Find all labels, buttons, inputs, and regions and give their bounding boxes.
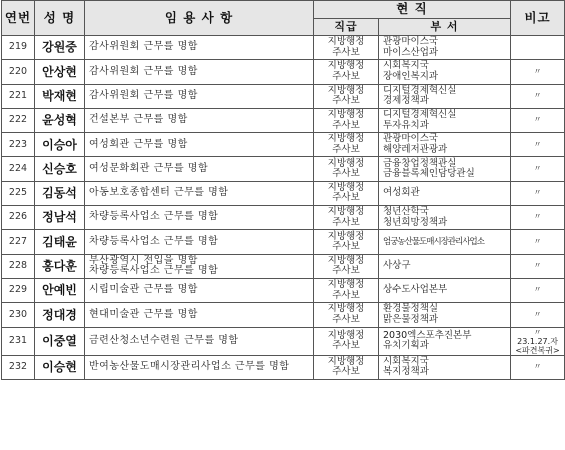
table-row [2,303,565,327]
row-number: 231 [2,327,35,355]
employee-name: 안상현 [35,60,85,84]
table-row [2,355,565,379]
note-cell [511,230,565,254]
appointment-cell [85,206,314,230]
note-cell [511,84,565,108]
dept-line: 청년산학국 [383,206,429,218]
note-cell [511,254,565,278]
dept-line: 상수도사업본부 [383,284,448,296]
employee-name: 안예빈 [35,278,85,302]
department-cell [379,303,511,327]
rank-line: 주사보 [332,265,360,277]
header-name: 성 명 [35,1,85,36]
appointment-cell [85,230,314,254]
row-number: 219 [2,36,35,60]
note-line: 〃 [533,66,542,76]
appointment-cell [85,60,314,84]
dept-line: 2030엑스포추진본부 [383,329,472,341]
rank-line: 주사보 [332,192,360,204]
note-cell [511,355,565,379]
employee-name: 이중열 [35,327,85,355]
appointment-cell [85,108,314,132]
note-line: 〃 [533,361,542,371]
appointment-line: 감사위원회 근무를 명함 [89,65,198,77]
row-number: 221 [2,84,35,108]
employee-name: 김태윤 [35,230,85,254]
appointment-line: 차량등록사업소 근무를 명함 [89,265,219,277]
header-appointment: 임 용 사 항 [85,1,314,36]
dept-line: 금융블록체인담당관실 [383,168,475,180]
department-cell [379,327,511,355]
row-number: 227 [2,230,35,254]
dept-line: 복지정책과 [383,366,429,378]
table-body [2,36,565,380]
note-line: 〃 [533,309,542,319]
appointment-line: 여성문화회관 근무를 명함 [89,162,209,174]
rank-cell [314,278,379,302]
dept-line: 투자유치과 [383,119,429,131]
dept-line: 마이스산업과 [383,46,439,58]
note-line: 〃 [533,163,542,173]
rank-line: 지방행정 [327,36,365,48]
rank-line: 주사보 [332,46,360,58]
row-number: 230 [2,303,35,327]
dept-line: 디지털경제혁신실 [383,84,457,96]
department-cell [379,278,511,302]
rank-line: 지방행정 [327,133,365,145]
table-row [2,108,565,132]
employee-name: 이승현 [35,355,85,379]
appointment-line: 감사위원회 근무를 명함 [89,41,198,53]
dept-line: 해양레저관광과 [383,143,448,155]
employee-name: 이승아 [35,133,85,157]
note-line: 〃 [533,327,542,337]
department-cell [379,108,511,132]
appointment-cell [85,157,314,181]
dept-line: 맑은물정책과 [383,313,439,325]
rank-line: 주사보 [332,119,360,131]
employee-name: 강원중 [35,36,85,60]
dept-line: 환경물정책실 [383,303,439,315]
header-dept: 부 서 [379,19,511,36]
dept-line: 여성회관 [383,187,420,199]
dept-line: 경제정책과 [383,95,429,107]
rank-line: 지방행정 [327,254,365,266]
dept-line: 관광마이스국 [383,133,439,145]
appointment-line: 감사위원회 근무를 명함 [89,89,198,101]
department-cell [379,84,511,108]
appointment-cell [85,181,314,205]
table-row [2,230,565,254]
appointment-line: 부산광역시 전입을 명함 [89,254,198,266]
rank-line: 주사보 [332,143,360,155]
table-row [2,36,565,60]
dept-line: 유치기획과 [383,340,429,352]
dept-line: 관광마이스국 [383,36,439,48]
rank-line: 지방행정 [327,329,365,341]
employee-name: 김동석 [35,181,85,205]
department-cell [379,206,511,230]
rank-line: 지방행정 [327,355,365,367]
note-line: 〃 [533,285,542,295]
appointment-cell [85,355,314,379]
note-line: 23.1.27.자 [517,336,558,346]
rank-cell [314,355,379,379]
note-line: 〃 [533,139,542,149]
employee-name: 정남석 [35,206,85,230]
appointment-table [1,0,565,380]
rank-line: 지방행정 [327,181,365,193]
department-cell [379,355,511,379]
employee-name: 홍다훈 [35,254,85,278]
appointment-line: 아동보호종합센터 근무를 명함 [89,187,229,199]
dept-line: 사상구 [383,260,411,272]
rank-line: 지방행정 [327,109,365,121]
row-number: 225 [2,181,35,205]
header-note: 비고 [511,1,565,36]
row-number: 226 [2,206,35,230]
appointment-line: 반여농산물도매시장관리사업소 근무를 명함 [89,360,290,372]
department-cell [379,60,511,84]
appointment-line: 금련산청소년수련원 근무를 명함 [89,334,239,346]
rank-line: 지방행정 [327,60,365,72]
dept-line: 시회복지국 [383,60,429,72]
rank-line: 주사보 [332,168,360,180]
rank-line: 주사보 [332,366,360,378]
department-cell [379,36,511,60]
rank-line: 지방행정 [327,157,365,169]
table-row [2,60,565,84]
appointment-cell [85,327,314,355]
rank-line: 주사보 [332,313,360,325]
employee-name: 정대경 [35,303,85,327]
row-number: 232 [2,355,35,379]
appointment-line: 시립미술관 근무를 명함 [89,284,198,296]
dept-line: 장애인복지과 [383,70,439,82]
dept-line: 청년희망정책과 [383,216,448,228]
header-current: 현 직 [314,1,511,19]
rank-cell [314,230,379,254]
note-cell [511,303,565,327]
appointment-line: 차량등록사업소 근무를 명함 [89,235,219,247]
rank-cell [314,157,379,181]
rank-cell [314,133,379,157]
table-row [2,84,565,108]
note-cell [511,157,565,181]
note-cell [511,278,565,302]
appointment-cell [85,84,314,108]
rank-cell [314,254,379,278]
dept-line: 금융창업정책관실 [383,157,457,169]
appointment-cell [85,278,314,302]
note-cell [511,108,565,132]
rank-line: 지방행정 [327,230,365,242]
appointment-cell [85,303,314,327]
dept-line: 시회복지국 [383,355,429,367]
header-rank: 직급 [314,19,379,36]
dept-line: 디지털경제혁신실 [383,109,457,121]
note-cell [511,133,565,157]
rank-cell [314,84,379,108]
appointment-line: 건설본부 근무를 명함 [89,114,188,126]
row-number: 224 [2,157,35,181]
rank-cell [314,303,379,327]
appointment-line: 현대미술관 근무를 명함 [89,308,198,320]
appointment-line: 차량등록사업소 근무를 명함 [89,211,219,223]
table-row [2,278,565,302]
rank-line: 지방행정 [327,206,365,218]
note-cell [511,60,565,84]
appointment-cell [85,254,314,278]
rank-line: 지방행정 [327,279,365,291]
row-number: 222 [2,108,35,132]
row-number: 220 [2,60,35,84]
note-line: 〃 [533,90,542,100]
employee-name: 윤성혁 [35,108,85,132]
rank-cell [314,60,379,84]
rank-line: 주사보 [332,289,360,301]
department-cell [379,230,511,254]
appointment-cell [85,133,314,157]
rank-cell [314,108,379,132]
note-line: 〃 [533,236,542,246]
table-row [2,254,565,278]
table-row [2,181,565,205]
department-cell [379,254,511,278]
rank-cell [314,206,379,230]
rank-cell [314,181,379,205]
dept-line: 엄궁농산물도매시장관리사업소 [383,236,484,247]
employee-name: 신승호 [35,157,85,181]
rank-line: 지방행정 [327,303,365,315]
note-line: <파견복귀> [515,345,560,355]
note-cell [511,36,565,60]
rank-line: 주사보 [332,216,360,228]
rank-line: 지방행정 [327,84,365,96]
table-row [2,133,565,157]
rank-line: 주사보 [332,241,360,253]
rank-line: 주사보 [332,340,360,352]
header-no: 연번 [2,1,35,36]
row-number: 223 [2,133,35,157]
note-cell [511,181,565,205]
appointment-line: 여성회관 근무를 명함 [89,138,188,150]
department-cell [379,157,511,181]
rank-cell [314,327,379,355]
employee-name: 박재현 [35,84,85,108]
appointment-cell [85,36,314,60]
row-number: 229 [2,278,35,302]
note-cell [511,327,565,355]
table-row [2,327,565,355]
note-cell [511,206,565,230]
table-row [2,157,565,181]
rank-cell [314,36,379,60]
note-line: 〃 [533,261,542,271]
department-cell [379,133,511,157]
rank-line: 주사보 [332,95,360,107]
rank-line: 주사보 [332,70,360,82]
department-cell [379,181,511,205]
note-line: 〃 [533,115,542,125]
note-line: 〃 [533,212,542,222]
table-row [2,206,565,230]
note-line: 〃 [533,188,542,198]
row-number: 228 [2,254,35,278]
